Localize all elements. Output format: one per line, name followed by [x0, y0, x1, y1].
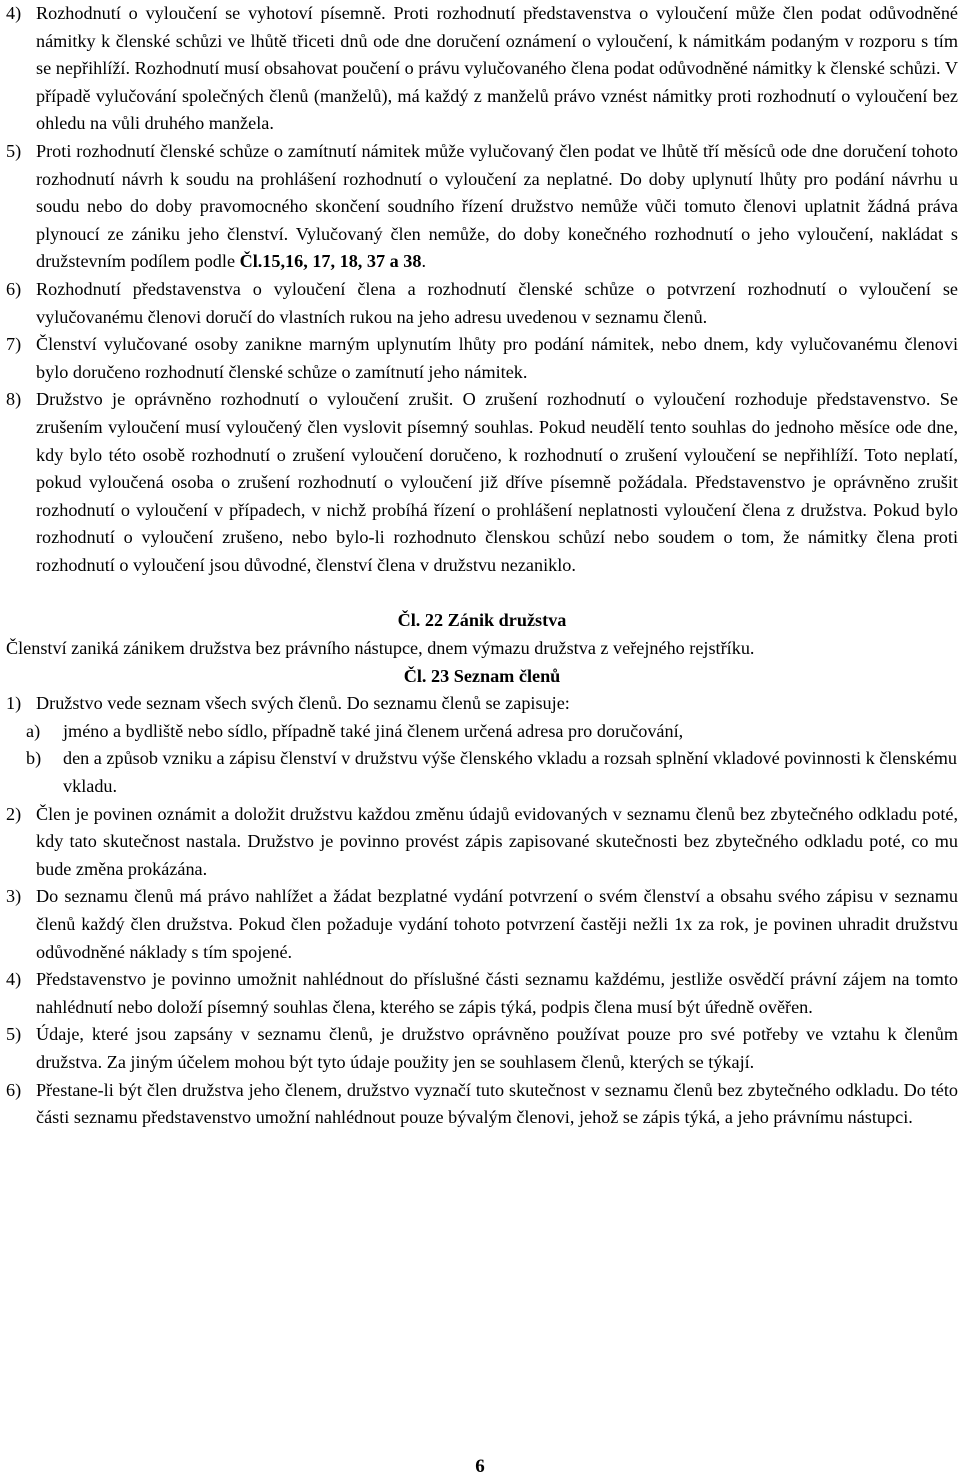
section-paragraph-22: Členství zaniká zánikem družstva bez právního nástupce, dnem výmazu družstva z veřejného rejstříku.	[6, 638, 755, 659]
item-number: 5)	[6, 140, 22, 161]
item-text: Družstvo je oprávněno rozhodnutí o vyloučení zrušit. O zrušení rozhodnutí o vyloučení rozhoduje představenstvo. Se zrušením vyloučení musí vyloučený člen vyslovit písemný souhlas. Pokud neudělí tento souhlas do jednoho měsíce ode dne, kdy bylo této osobě rozhodnutí o zrušení vyloučení doručeno, k rozhodnutí o zrušení vyloučení se nepřihlíží. Toto neplatí, pokud vyloučená osoba o zrušení rozhodnutí o vyloučení již dříve písemně požádala. Představenstvo je oprávněno zrušit rozhodnutí o vyloučení v případech, v nichž probíhá řízení o prohlášení neplatnosti vyloučení člena z družstva. Pokud bylo rozhodnutí o vyloučení zrušeno, nebo bylo-li rozhodnuto členskou schůzí nebo soudem o tom, že námitky člena proti rozhodnutí o vyloučení jsou důvodné, členství člena v družstvu nezaniklo.	[36, 389, 958, 575]
sub-item-label: a)	[26, 720, 41, 741]
item-number: 4)	[6, 969, 22, 990]
item-number: 3)	[6, 886, 22, 907]
sub-item-text: den a způsob vzniku a zápisu členství v družstvu výše členského vkladu a rozsah splnění vkladové povinnosti k členskému vkladu.	[63, 748, 958, 797]
article-reference: Čl.15,16, 17, 18, 37 a 38	[239, 251, 422, 272]
list-item	[6, 138, 958, 276]
item-number: 6)	[6, 278, 22, 299]
list-item	[6, 0, 958, 138]
section-heading-23: Čl. 23 Seznam členů	[403, 665, 561, 686]
item-text-tail: .	[421, 251, 426, 272]
item-text: Do seznamu členů má právo nahlížet a žádat bezplatné vydání potvrzení o svém členství a obsahu svého zápisu v seznamu členů každý člen družstva. Pokud člen požaduje vydání tohoto potvrzení častěji nežli 1x za rok, je povinen uhradit družstvu odůvodněné náklady s tím spojené.	[36, 886, 958, 962]
list-item	[6, 1021, 958, 1076]
item-text: Údaje, které jsou zapsány v seznamu členů, je družstvo oprávněno používat pouze pro své potřeby ve vztahu k členům družstva. Za jiným účelem mohou být tyto údaje použity jen se souhlasem členů, kterých se týkají.	[36, 1024, 958, 1072]
sub-item-label: b)	[26, 748, 42, 769]
sub-list-item	[26, 718, 958, 746]
item-number: 6)	[6, 1079, 22, 1100]
item-text	[36, 138, 958, 276]
list-item	[6, 801, 958, 884]
list-item	[6, 331, 958, 386]
item-number: 1)	[6, 693, 22, 714]
list-item	[6, 966, 958, 1021]
document-text	[6, 0, 958, 1132]
item-text: Člen je povinen oznámit a doložit družstvu každou změnu údajů evidovaných v seznamu členů bez zbytečného odkladu poté, kdy tato skutečnost nastala. Družstvo je povinno provést zápis zapisované skutečnosti bez zbytečného odkladu poté, co mu bude změna prokázána.	[36, 803, 958, 879]
item-text: Rozhodnutí o vyloučení se vyhotoví písemně. Proti rozhodnutí představenstva o vyloučení může člen podat odůvodněné námitky k členské schůzi ve lhůtě třiceti dnů ode dne doručení oznámení o vyloučení, k námitkám podaným v rozporu s tím se nepřihlíží. Rozhodnutí musí obsahovat poučení o právu vylučovaného člena podat odůvodněné námitky k členské schůzi. V případě vylučování společných členů (manželů), má každý z manželů právo vznést námitky proti rozhodnutí o vyloučení bez ohledu na vůli druhého manžela.	[36, 3, 958, 134]
item-text: Představenstvo je povinno umožnit nahlédnout do příslušné části seznamu každému, jestliže osvědčí právní zájem na tomto nahlédnutí nebo doloží písemný souhlas člena, kterého se zápis týká, podpis člena musí být úředně ověřen.	[36, 969, 958, 1017]
list-item	[6, 883, 958, 966]
item-number: 4)	[6, 3, 22, 23]
item-text: Členství vylučované osoby zanikne marným uplynutím lhůty pro podání námitek, nebo dnem, kdy vylučovanému členovi bylo doručeno rozhodnutí členské schůze o zamítnutí jeho námitek.	[36, 334, 958, 382]
list-item	[6, 690, 958, 718]
item-number: 5)	[6, 1024, 22, 1045]
item-text: Rozhodnutí představenstva o vyloučení člena a rozhodnutí členské schůze o potvrzení rozhodnutí o vyloučení se vylučovanému členovi doručí do vlastních rukou na jeho adresu uvedenou v seznamu členů.	[36, 278, 958, 327]
item-number: 7)	[6, 334, 22, 355]
item-text: Přestane-li být člen družstva jeho členem, družstvo vyznačí tuto skutečnost v seznamu členů bez zbytečného odkladu. Do této části seznamu představenstvo umožní nahlédnout pouze bývalým členovi, jehož se zápis týká, a jeho právnímu nástupci.	[36, 1079, 958, 1128]
section-heading-22: Čl. 22 Zánik družstva	[397, 610, 567, 631]
list-item	[6, 1077, 958, 1132]
list-item	[6, 386, 958, 579]
item-number: 8)	[6, 389, 22, 410]
item-number: 2)	[6, 803, 22, 824]
sub-list-item	[26, 745, 958, 800]
list-item	[6, 276, 958, 331]
page-number: 6	[475, 1456, 485, 1477]
item-text-main: Proti rozhodnutí členské schůze o zamítnutí námitek může vylučovaný člen podat ve lhůtě tří měsíců ode dne doručení tohoto rozhodnutí návrh k soudu na prohlášení rozhodnutí o vyloučení za neplatné. Do doby uplynutí lhůty pro podání návrhu u soudu nebo do doby pravomocného skončení soudního řízení družstvo nemůže vůči tomuto členovi uplatnit žádná práva plynoucí ze zániku jeho členství. Vylučovaný člen nemůže, do doby konečného rozhodnutí o jeho vyloučení, nakládat s družstevním podílem podle	[36, 140, 958, 272]
item-text: Družstvo vede seznam všech svých členů. Do seznamu členů se zapisuje:	[36, 693, 570, 714]
sub-item-text: jméno a bydliště nebo sídlo, případně také jiná členem určená adresa pro doručování,	[63, 720, 684, 741]
